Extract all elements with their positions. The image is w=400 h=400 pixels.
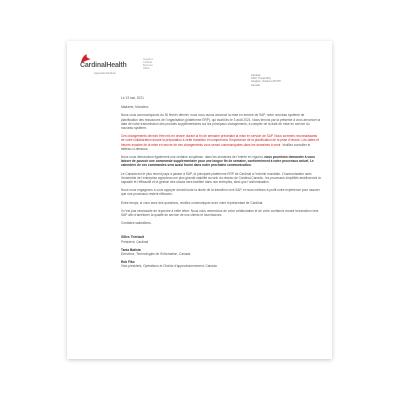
letter-date: Le 13 mai, 2021 xyxy=(121,96,144,100)
paragraph-support: Nous nous engageons à vous appuyer durant toute la durée de la transition vers SAP, et nous mettons à profit notre expérience pour assurer que nos processus restent efficaces. xyxy=(121,188,320,197)
flexibility-bold: nous pourrions demander à vous laisser de pouvoir une commande supplémentaire pour une longue fin de semaine, conformément à notre processus actuel. Le calendrier de ces commandes sera aussi fourni dans notre prochaine communication. xyxy=(121,155,315,168)
highlighted-notice: Ces changements devront être mis en œuvre durant la fin de semaine précédant la mise en service de SAP. Nous sommes reconnaissants de votre collaboration durant la préparation à cette transition et comprenons l’importance de la planification de la prise d’œuvre. Les dates et heures exactes de la mise en œuvre de ces changements vous seront communiquées dans les semaines à venir. xyxy=(121,134,319,147)
salutation: Madame, Monsieur, xyxy=(121,105,149,110)
letter-page xyxy=(67,41,332,359)
signatory-title: Président, Cardinal xyxy=(121,239,149,244)
paragraph-thanks: Il n’est pas nécessaire de répondre à cette lettre. Nous vous remercions de votre collaboration et de votre confiance durant la transition vers SAP afin d’améliorer la qualité de service de nos clients et fournisseurs. xyxy=(121,208,319,218)
signatory-name: Rob Fiko xyxy=(121,260,135,265)
tagline-line: Cardinal xyxy=(143,61,152,65)
notice-tail: Veuillez consulter le tableau ci-dessous. xyxy=(121,142,311,151)
signatory-title: Directrice, Technologies de l’information, Canada xyxy=(121,252,191,257)
letter-body xyxy=(121,96,321,273)
address-line: 1000, Travail Way xyxy=(251,77,271,81)
logo-wordmark: CardinalHealth xyxy=(80,62,127,69)
tagline-block xyxy=(143,58,173,70)
logo-subtext: Approach/Cardinal xyxy=(94,72,116,75)
signatory xyxy=(121,235,321,243)
address-line: Cardinal xyxy=(251,74,261,77)
address-line: Vaughan, Ontario L4H 0T8 xyxy=(251,80,281,84)
flexibility-intro: Nous vous demandons également une certaine souplesse, dans les semaines de l’entrée en vigueur, xyxy=(121,155,265,160)
paragraph-flexibility xyxy=(121,155,321,168)
tagline-line: Affairs xyxy=(143,67,150,71)
tagline-line: Suppliers xyxy=(143,58,153,61)
signatory xyxy=(121,248,321,256)
paragraph-questions: Entre temps, si vous avez des questions, veuillez communiquer avec votre représentant de Cardinal. xyxy=(121,200,264,205)
paragraph-intro: Nous vous communiquions du 30 février dernier, nous vous avons annoncé la mise en service de SAP, notre nouveau système de planification des ressources de l’organisation (plateforme ERP), qui avait lieu le 3 août 2021. Nous tenons par la présente à vous annoncer la date de notre transmission des produits supplémentaires sur les principaux changements, à compter de la date de mise en service du nouveau système. xyxy=(121,113,321,131)
signatory xyxy=(121,260,321,268)
tagline-line: Business xyxy=(143,64,153,68)
signatory-name: Tania Batista xyxy=(121,247,141,252)
closing: Cordiales salutations, xyxy=(121,221,152,226)
paragraph-changes xyxy=(121,134,321,151)
sender-address xyxy=(251,74,313,87)
paragraph-canada: Le Canada est le plus récent pays à passer à SAP, la principale plateforme ERP de Cardinal à l’échelle mondiale. L’harmonisation avec l’ensemble de l’entreprise apportera une plus grande stabilité au sein du réseau de Cardinal Canada ; les processus simplifiés amélioreront la capacité et l’efficacité et la gestion des stocks sera facilitée dans nos entrepôts, ainsi que l’uniformisation. xyxy=(121,171,321,185)
address-line: Canada xyxy=(251,83,260,87)
signatory-title: Vice-président, Opérations et Chaîne d’approvisionnement, Canada xyxy=(121,264,217,269)
cardinal-health-logo xyxy=(80,53,140,77)
signatory-name: Gilles Thériault xyxy=(121,235,145,240)
